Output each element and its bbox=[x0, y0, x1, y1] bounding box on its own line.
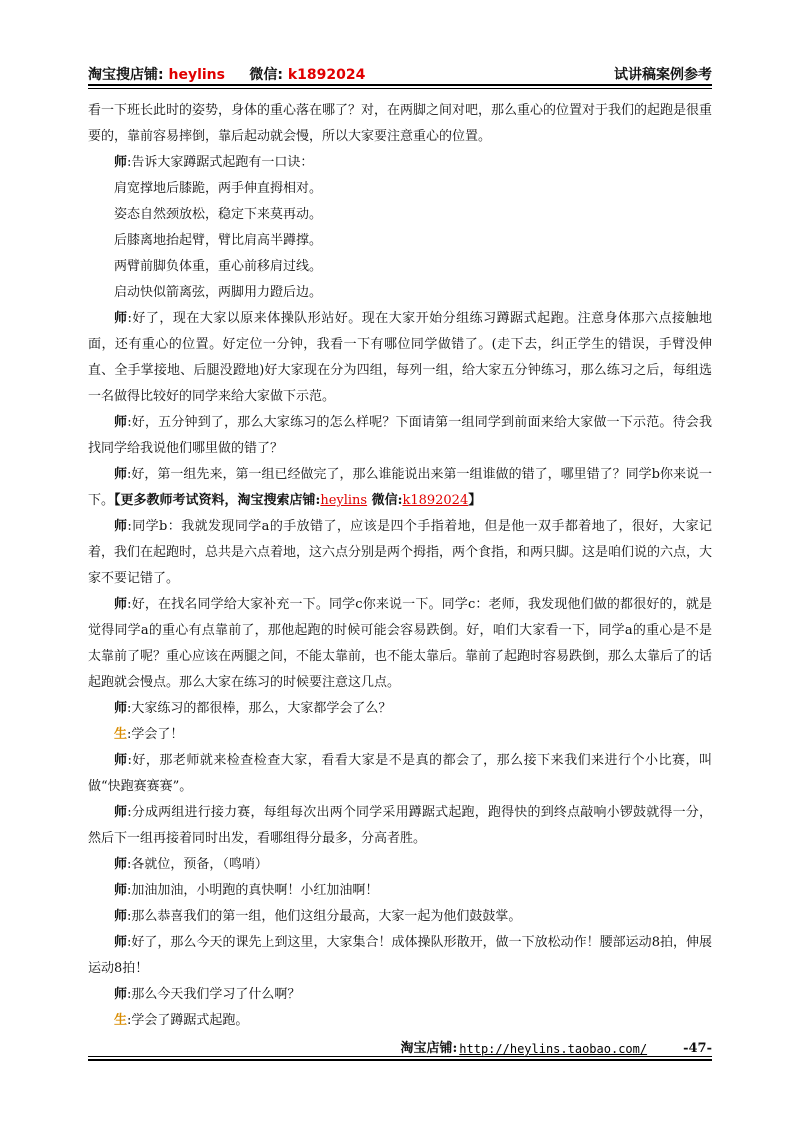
speaker-teacher: 师 bbox=[114, 857, 128, 872]
speaker-teacher: 师 bbox=[114, 701, 128, 716]
paragraph-text: :那么今天我们学习了什么啊？ bbox=[127, 987, 301, 1002]
paragraph bbox=[88, 852, 712, 878]
verse-line: 姿态自然颈放松，稳定下来莫再动。 bbox=[114, 207, 323, 222]
verse-line: 启动快似箭离弦，两脚用力蹬后边。 bbox=[114, 285, 323, 300]
paragraph-text: :好，在找名同学给大家补充一下。同学c你来说一下。同学c：老师，我发现他们做的都很好的，就是觉得同学a的重心有点靠前了，那他起跑的时候可能会容易跌倒。好，咱们大家看一下，同学a的重心是不是太靠前了呢？重心应该在两腿之间，不能太靠前，也不能太靠后。靠前了起跑时容易跌倒，那么太靠后了的话起跑就会慢点。那么大家在练习的时候要注意这几点。 bbox=[88, 597, 713, 690]
paragraph-text: :好，第一组先来，第一组已经做完了，那么谁能说出来第一组谁做的错了，哪里错了？同学b你来说一下。 bbox=[88, 467, 712, 508]
promo-wechat-label: 微信: bbox=[367, 493, 403, 508]
paragraph-text: :好，那老师就来检查检查大家，看看大家是不是真的都会了，那么接下来我们来进行个小比赛，叫做“快跑赛赛赛”。 bbox=[88, 753, 712, 794]
speaker-teacher: 师 bbox=[114, 597, 128, 612]
speaker-teacher: 师 bbox=[114, 467, 128, 482]
paragraph bbox=[88, 696, 712, 722]
paragraph-text: :加油加油，小明跑的真快啊！小红加油啊！ bbox=[127, 883, 379, 898]
header-wechat-label: 微信: bbox=[249, 67, 283, 83]
page-footer bbox=[88, 1036, 712, 1056]
paragraph bbox=[88, 514, 712, 592]
speaker-teacher: 师 bbox=[114, 415, 128, 430]
paragraph bbox=[88, 982, 712, 1008]
verse-line: 后膝离地抬起臂，臂比肩高半蹲撑。 bbox=[114, 233, 323, 248]
document-body bbox=[88, 98, 712, 1034]
paragraph bbox=[88, 306, 712, 410]
paragraph-text: :好了，现在大家以原来体操队形站好。现在大家开始分组练习蹲踞式起跑。注意身体那六点接触地面，还有重心的位置。好定位一分钟，我看一下有哪位同学做错了。(走下去，纠正学生的错误，手臂没伸直、全手掌接地、后腿没蹬地)好大家现在分为四组，每列一组，给大家五分钟练习，那么练习之后，每组选一名做得比较好的同学来给大家做下示范。 bbox=[88, 311, 712, 404]
header-title: 试讲稿案例参考 bbox=[614, 67, 712, 83]
header-wechat-id: k1892024 bbox=[287, 67, 366, 83]
speaker-teacher: 师 bbox=[114, 935, 128, 950]
paragraph-text: :那么恭喜我们的第一组，他们这组分最高，大家一起为他们鼓鼓掌。 bbox=[127, 909, 522, 924]
speaker-student: 生 bbox=[114, 727, 128, 742]
paragraph bbox=[88, 878, 712, 904]
paragraph bbox=[88, 592, 712, 696]
header-shop-name: heylins bbox=[168, 67, 225, 83]
paragraph-text: :同学b：我就发现同学a的手放错了，应该是四个手指着地，但是他一双手都着地了，很好，大家记着，我们在起跑时，总共是六点着地，这六点分别是两个拇指，两个食指，和两只脚。这是咱们说的六点，大家不要记错了。 bbox=[88, 519, 713, 586]
paragraph-text: :好，五分钟到了，那么大家练习的怎么样呢？下面请第一组同学到前面来给大家做一下示范。待会我找同学给我说他们哪里做的错了？ bbox=[88, 415, 712, 456]
footer-rule bbox=[88, 1059, 712, 1061]
paragraph bbox=[88, 904, 712, 930]
header-rule-thin bbox=[88, 88, 712, 89]
paragraph: 看一下班长此时的姿势，身体的重心落在哪了？对，在两脚之间对吧，那么重心的位置对于我们的起跑是很重要的，靠前容易摔倒，靠后起动就会慢，所以大家要注意重心的位置。 bbox=[88, 103, 713, 144]
paragraph bbox=[88, 930, 712, 982]
speaker-teacher: 师 bbox=[114, 519, 128, 534]
paragraph bbox=[88, 748, 712, 800]
speaker-teacher: 师 bbox=[114, 311, 128, 326]
page-header bbox=[88, 58, 712, 84]
paragraph-text: :分成两组进行接力赛，每组每次出两个同学采用蹲踞式起跑，跑得快的到终点敲响小锣鼓就得一分，然后下一组再接着同时出发，看哪组得分最多，分高者胜。 bbox=[88, 805, 712, 846]
speaker-student: 生 bbox=[114, 1013, 128, 1028]
verse-line: 两臂前脚负体重，重心前移肩过线。 bbox=[114, 259, 323, 274]
promo-close: 】 bbox=[468, 493, 482, 508]
speaker-teacher: 师 bbox=[114, 805, 128, 820]
footer-rule-thin bbox=[88, 1056, 712, 1057]
speaker-teacher: 师 bbox=[114, 909, 128, 924]
paragraph bbox=[88, 410, 712, 462]
speaker-teacher: 师 bbox=[114, 987, 128, 1002]
header-rule bbox=[88, 84, 712, 86]
promo-shop-link[interactable]: heylins bbox=[320, 493, 368, 508]
paragraph-text: :大家练习的都很棒，那么，大家都学会了么？ bbox=[127, 701, 392, 716]
paragraph-text: :学会了！ bbox=[127, 727, 184, 742]
promo-wechat-link[interactable]: k1892024 bbox=[402, 493, 469, 508]
speaker-teacher: 师 bbox=[114, 883, 128, 898]
paragraph bbox=[88, 800, 712, 852]
speaker-teacher: 师 bbox=[114, 753, 128, 768]
paragraph-text: :告诉大家蹲踞式起跑有一口诀： bbox=[127, 155, 314, 170]
footer-label: 淘宝店铺: bbox=[400, 1041, 458, 1056]
footer-shop-link[interactable]: http://heylins.taobao.com/ bbox=[459, 1042, 648, 1056]
header-shop-label: 淘宝搜店铺: bbox=[88, 67, 164, 83]
speaker-teacher: 师 bbox=[114, 155, 128, 170]
paragraph-text: :好了，那么今天的课先上到这里，大家集合！成体操队形散开，做一下放松动作！腰部运动8拍，伸展运动8拍！ bbox=[88, 935, 712, 976]
promo-note bbox=[114, 493, 481, 508]
paragraph-text: :学会了蹲踞式起跑。 bbox=[127, 1013, 249, 1028]
promo-open: 【更多教师考试资料，淘宝搜索店铺: bbox=[114, 493, 321, 508]
page-number: -47- bbox=[683, 1041, 712, 1056]
paragraph bbox=[88, 150, 712, 176]
paragraph bbox=[88, 462, 712, 514]
verse-line: 肩宽撑地后膝跪，两手伸直拇相对。 bbox=[114, 181, 323, 196]
paragraph-text: :各就位，预备，（鸣哨） bbox=[127, 857, 268, 872]
header-shop-info bbox=[88, 64, 365, 84]
paragraph bbox=[88, 722, 712, 748]
paragraph bbox=[88, 1008, 712, 1034]
